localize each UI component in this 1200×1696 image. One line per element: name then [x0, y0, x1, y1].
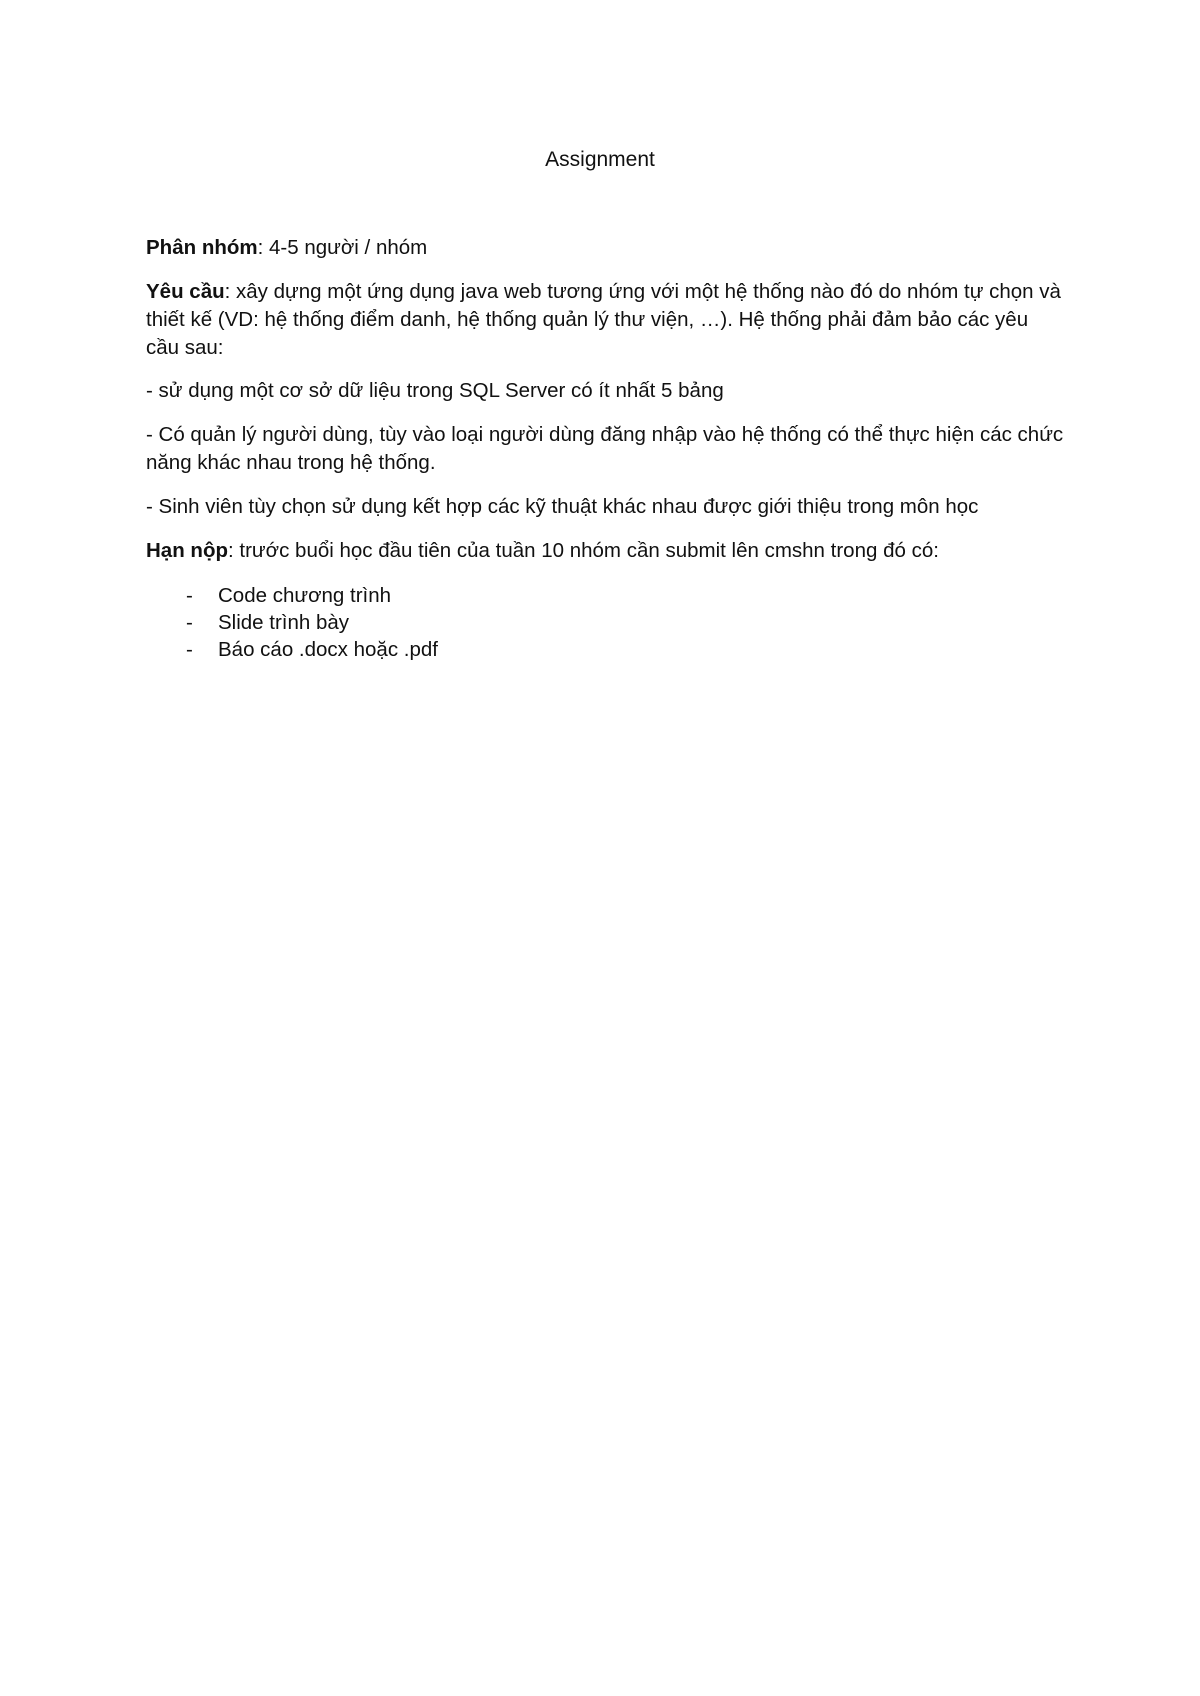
- deliverable-text-slides: Slide trình bày: [218, 611, 350, 634]
- requirements-separator: :: [224, 280, 237, 303]
- requirement-item-techniques: - Sinh viên tùy chọn sử dụng kết hợp các kỹ thuật khác nhau được giới thiệu trong môn học: [146, 495, 979, 518]
- deadline-text: trước buổi học đầu tiên của tuần 10 nhóm cần submit lên cmshn trong đó có:: [239, 539, 939, 562]
- requirements-label: Yêu cầu: [146, 280, 225, 303]
- requirements-text: xây dựng một ứng dụng java web tương ứng với một hệ thống nào đó do nhóm tự chọn và thiết kế (VD: hệ thống điểm danh, hệ thống quản lý thư viện, …). Hệ thống phải đảm bảo các yêu cầu sau:: [146, 280, 1061, 359]
- deliverable-item: [146, 609, 438, 636]
- requirements-paragraph: [146, 278, 1066, 362]
- deliverable-text-code: Code chương trình: [218, 584, 392, 607]
- deadline-paragraph: [146, 537, 1066, 565]
- deadline-separator: :: [228, 539, 240, 562]
- list-dash: -: [186, 638, 193, 661]
- deadline-label: Hạn nộp: [146, 539, 228, 562]
- deliverable-item: [146, 636, 438, 663]
- requirement-item-database: - sử dụng một cơ sở dữ liệu trong SQL Server có ít nhất 5 bảng: [146, 379, 724, 402]
- group-size-label: Phân nhóm: [146, 236, 258, 259]
- group-size-value: 4-5 người / nhóm: [269, 236, 428, 259]
- deliverable-text-report: Báo cáo .docx hoặc .pdf: [218, 638, 438, 661]
- deliverable-item: [146, 582, 438, 609]
- list-dash: -: [186, 584, 193, 607]
- document-title: Assignment: [545, 148, 655, 171]
- group-size-paragraph: [146, 234, 1066, 262]
- deliverables-list: [146, 582, 438, 663]
- requirement-item-user-management: - Có quản lý người dùng, tùy vào loại người dùng đăng nhập vào hệ thống có thể thực hiện các chức năng khác nhau trong hệ thống.: [146, 423, 1064, 474]
- group-size-separator: :: [257, 236, 270, 259]
- list-dash: -: [186, 611, 193, 634]
